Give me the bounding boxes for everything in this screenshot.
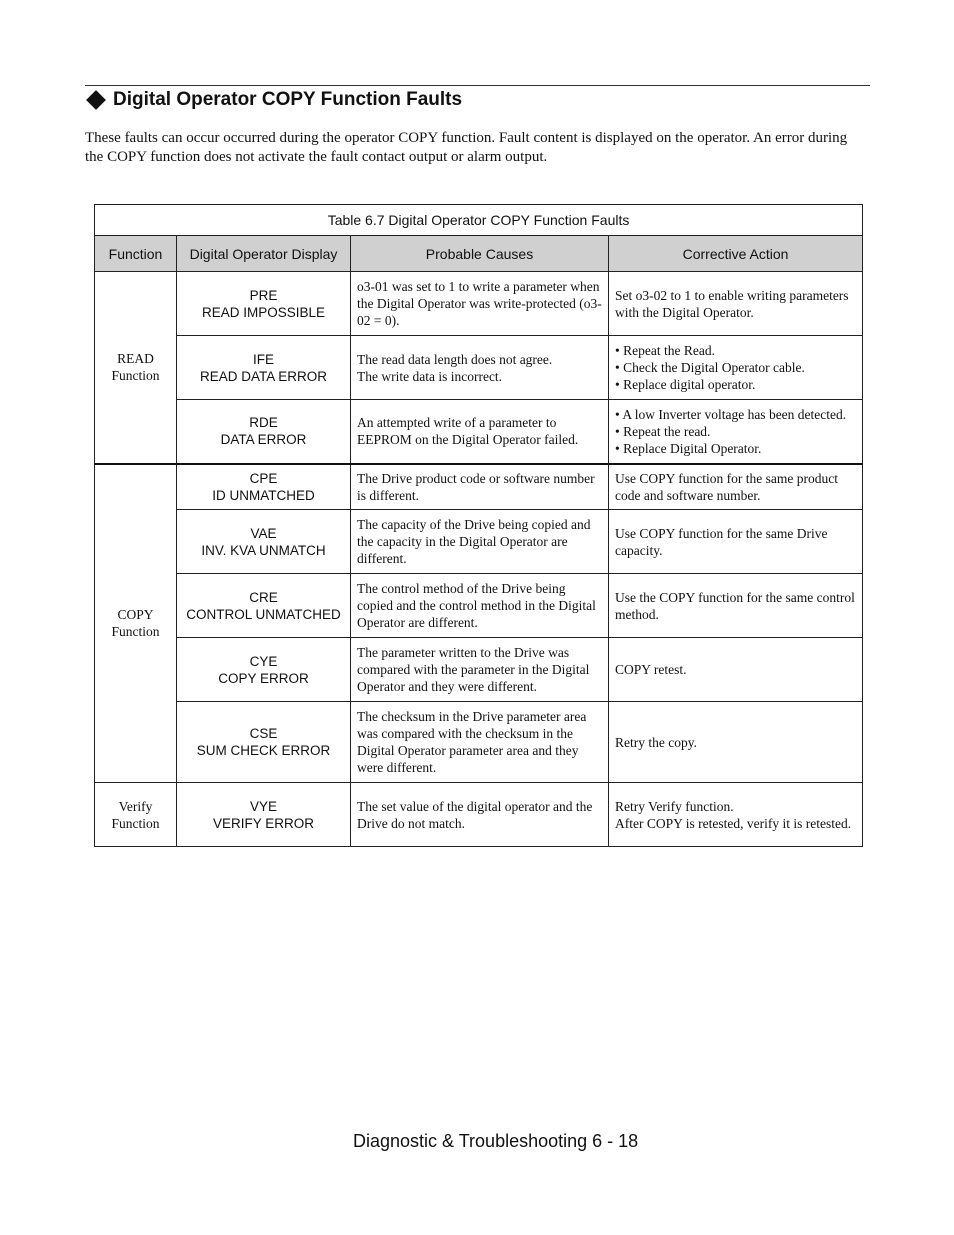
action-cre: Use the COPY function for the same control method. bbox=[609, 574, 863, 638]
table-row bbox=[95, 702, 863, 783]
display-rde: RDE DATA ERROR bbox=[177, 400, 351, 464]
causes-cpe: The Drive product code or software number is different. bbox=[351, 464, 609, 510]
table-row bbox=[95, 574, 863, 638]
table-row bbox=[95, 272, 863, 336]
table-caption: Table 6.7 Digital Operator COPY Function Faults bbox=[95, 205, 863, 236]
action-vae: Use COPY function for the same Drive capacity. bbox=[609, 510, 863, 574]
action-cpe: Use COPY function for the same product code and software number. bbox=[609, 464, 863, 510]
action-cse: Retry the copy. bbox=[609, 702, 863, 783]
causes-cre: The control method of the Drive being copied and the control method in the Digital Operator are different. bbox=[351, 574, 609, 638]
display-pre: PRE READ IMPOSSIBLE bbox=[177, 272, 351, 336]
display-cpe: CPE ID UNMATCHED bbox=[177, 464, 351, 510]
causes-vye: The set value of the digital operator and the Drive do not match. bbox=[351, 783, 609, 847]
action-rde: • A low Inverter voltage has been detected. • Repeat the read. • Replace Digital Operator. bbox=[609, 400, 863, 464]
action-cye: COPY retest. bbox=[609, 638, 863, 702]
page-footer: Diagnostic & Troubleshooting 6 - 18 bbox=[353, 1131, 639, 1151]
header-function: Function bbox=[95, 236, 177, 272]
action-ife: • Repeat the Read. • Check the Digital Operator cable. • Replace digital operator. bbox=[609, 336, 863, 400]
header-action: Corrective Action bbox=[609, 236, 863, 272]
copy-faults-table bbox=[94, 204, 863, 847]
function-copy: COPY Function bbox=[95, 464, 177, 783]
display-vae: VAE INV. KVA UNMATCH bbox=[177, 510, 351, 574]
header-causes: Probable Causes bbox=[351, 236, 609, 272]
display-vye: VYE VERIFY ERROR bbox=[177, 783, 351, 847]
function-verify: Verify Function bbox=[95, 783, 177, 847]
table-row bbox=[95, 464, 863, 510]
table-row bbox=[95, 638, 863, 702]
display-cse: CSE SUM CHECK ERROR bbox=[177, 702, 351, 783]
display-ife: IFE READ DATA ERROR bbox=[177, 336, 351, 400]
causes-cye: The parameter written to the Drive was compared with the parameter in the Digital Operator and they were different. bbox=[351, 638, 609, 702]
causes-rde: An attempted write of a parameter to EEPROM on the Digital Operator failed. bbox=[351, 400, 609, 464]
table-row bbox=[95, 400, 863, 464]
diamond-bullet-icon bbox=[86, 90, 106, 110]
causes-pre: o3-01 was set to 1 to write a parameter when the Digital Operator was write-protected (o3-02 = 0). bbox=[351, 272, 609, 336]
display-cye: CYE COPY ERROR bbox=[177, 638, 351, 702]
action-vye: Retry Verify function. After COPY is retested, verify it is retested. bbox=[609, 783, 863, 847]
causes-cse: The checksum in the Drive parameter area was compared with the checksum in the Digital Operator parameter area and they were different. bbox=[351, 702, 609, 783]
causes-vae: The capacity of the Drive being copied and the capacity in the Digital Operator are different. bbox=[351, 510, 609, 574]
header-display: Digital Operator Display bbox=[177, 236, 351, 272]
intro-paragraph: These faults can occur occurred during the operator COPY function. Fault content is displayed on the operator. An error during the COPY function does not activate the fault contact output or alarm output. bbox=[85, 130, 848, 165]
action-pre: Set o3-02 to 1 to enable writing parameters with the Digital Operator. bbox=[609, 272, 863, 336]
display-cre: CRE CONTROL UNMATCHED bbox=[177, 574, 351, 638]
section-title-text: Digital Operator COPY Function Faults bbox=[113, 89, 463, 110]
table-row bbox=[95, 783, 863, 847]
table-row bbox=[95, 510, 863, 574]
section-title bbox=[85, 89, 462, 111]
function-read: READ Function bbox=[95, 272, 177, 464]
table-row bbox=[95, 336, 863, 400]
header-rule bbox=[85, 85, 870, 86]
causes-ife: The read data length does not agree. The write data is incorrect. bbox=[351, 336, 609, 400]
